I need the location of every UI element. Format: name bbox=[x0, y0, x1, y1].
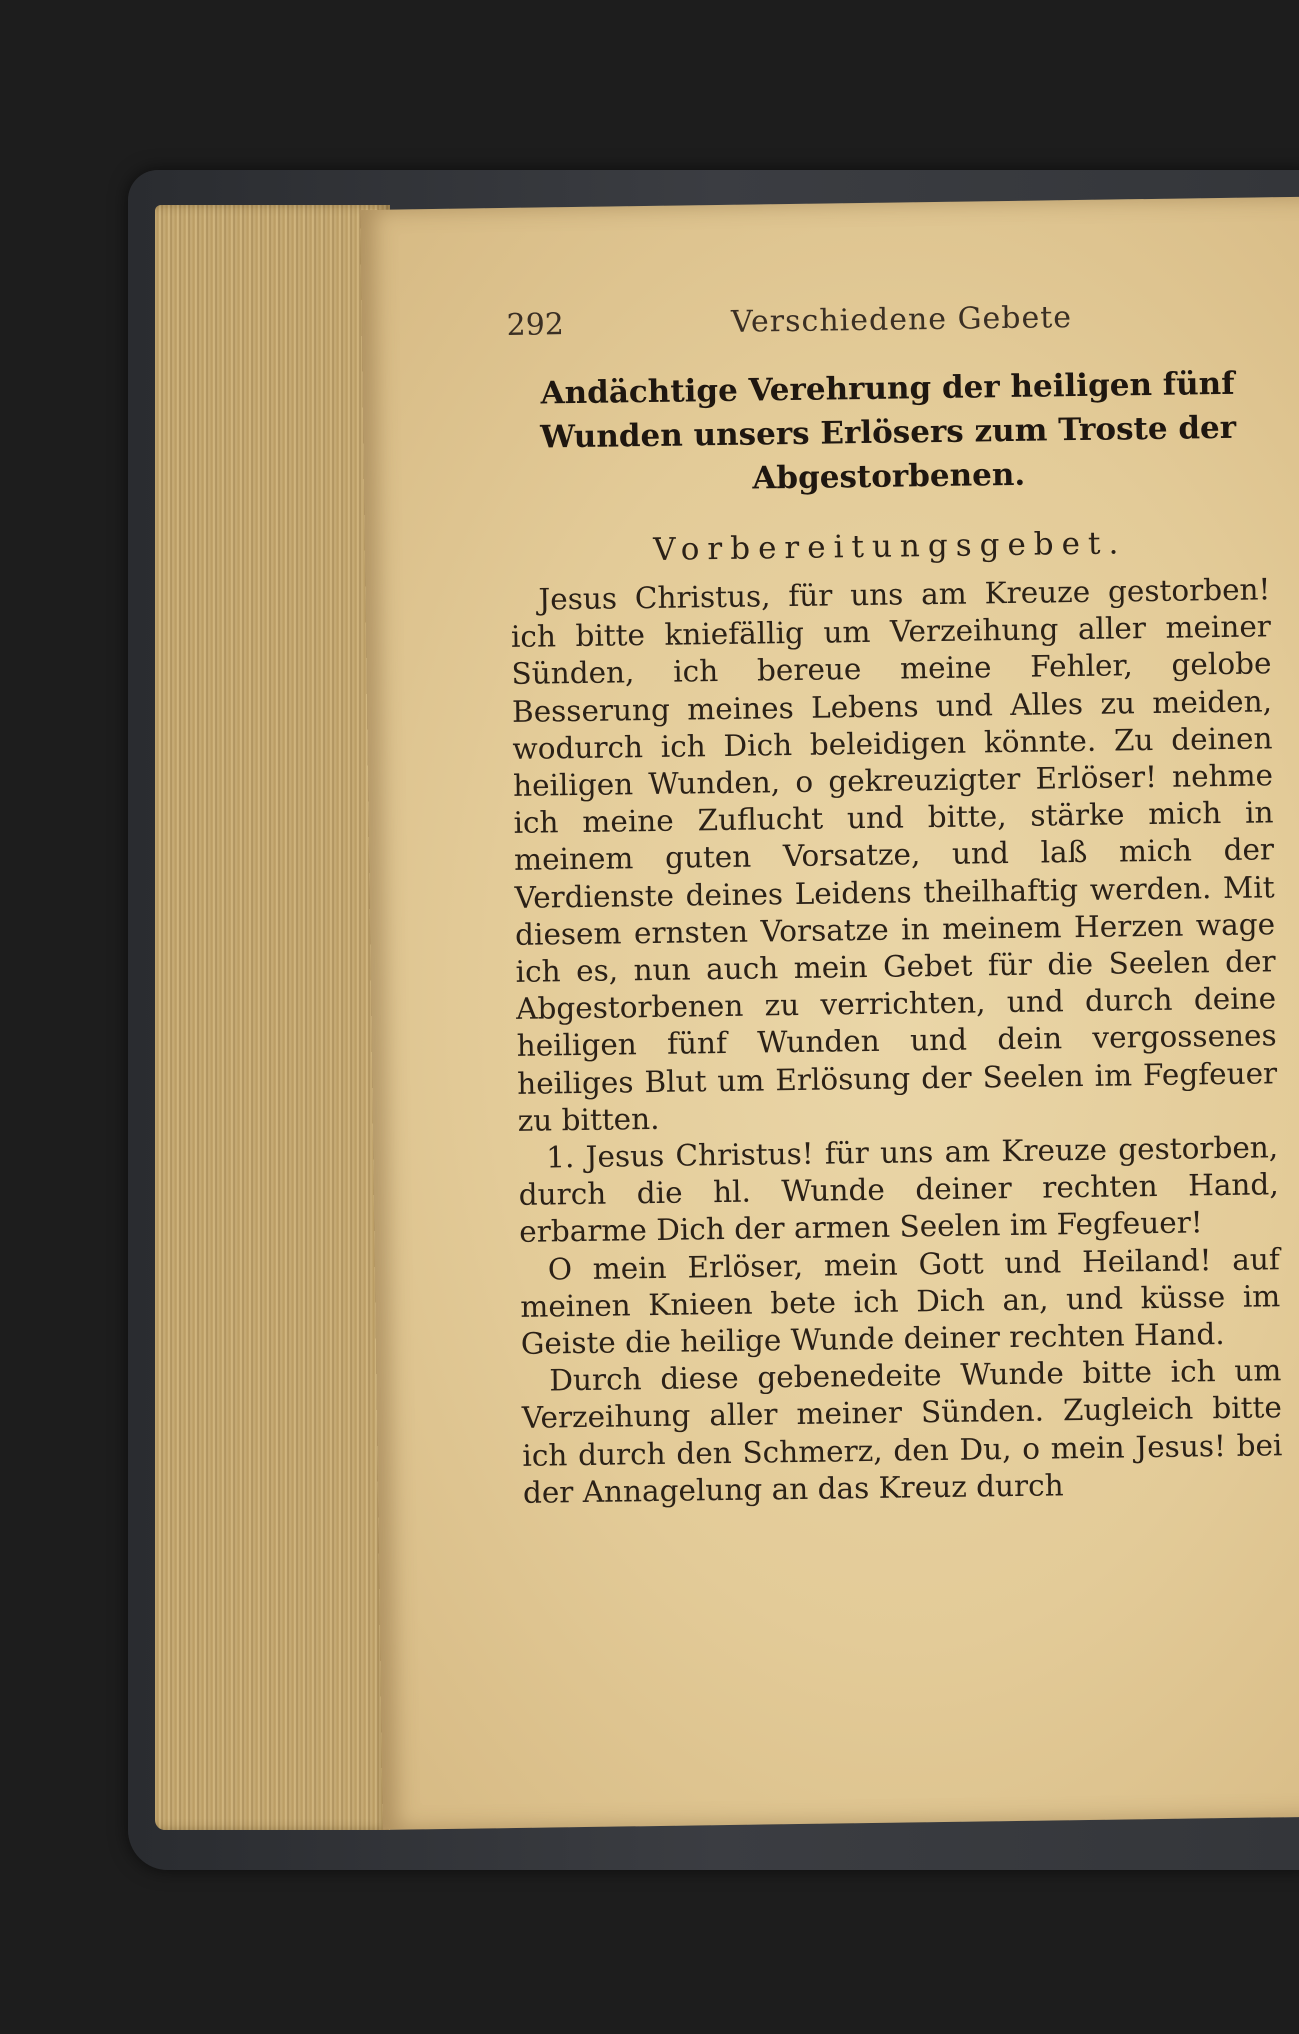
paragraph-4: Durch diese gebenedeite Wunde bitte ich um Verzeihung aller meiner Sünden. Zugleich bitte ich durch den Schmerz, den Du, o mein Jesus! bei der Annagelung an das Kreuz durch bbox=[521, 1353, 1283, 1510]
subheading: Vorbereitungsgebet. bbox=[652, 525, 1127, 568]
paragraph-1: Jesus Christus, für uns am Kreuze gestorben! ich bitte kniefällig um Verzeihung aller meiner Sünden, ich bereue meine Fehler, gelobe Besserung meines Lebens und Alles zu meiden, wodurch ich Dich beleidigen könnte. Zu deinen heiligen Wunden, o gekreuzigter Erlöser! nehme ich meine Zuflucht und bitte, stärke mich in meinem guten Vorsatze, und laß mich der Verdienste deines Leidens theilhaftig werden. Mit diesem ernsten Vorsatze in meinem Herzen wage ich es, nun auch mein Gebet für die Seelen der Abgestorbenen zu verrichten, und durch deine heiligen fünf Wunden und dein vergossenes heiliges Blut um Erlösung der Seelen im Fegfeuer zu bitten. bbox=[510, 572, 1278, 1138]
page-content bbox=[506, 297, 1283, 1512]
page-edges bbox=[155, 205, 390, 1830]
running-head bbox=[506, 297, 1267, 356]
running-title: Verschiedene Gebete bbox=[730, 300, 1073, 340]
page-number: 292 bbox=[506, 307, 565, 343]
paragraph-2: 1. Jesus Christus! für uns am Kreuze gestorben, durch die hl. Wunde deiner rechten Hand, erbarme Dich der armen Seelen im Fegfeuer! bbox=[518, 1130, 1279, 1250]
section-title: Andächtige Verehrung der heiligen fünf Wunden unsers Erlösers zum Troste der Abgestorbenen. bbox=[539, 365, 1237, 497]
book-page bbox=[360, 197, 1299, 1830]
paragraph-3: O mein Erlöser, mein Gott und Heiland! auf meinen Knieen bete ich Dich an, und küsse im Geiste die heilige Wunde deiner rechten Hand. bbox=[520, 1241, 1281, 1361]
